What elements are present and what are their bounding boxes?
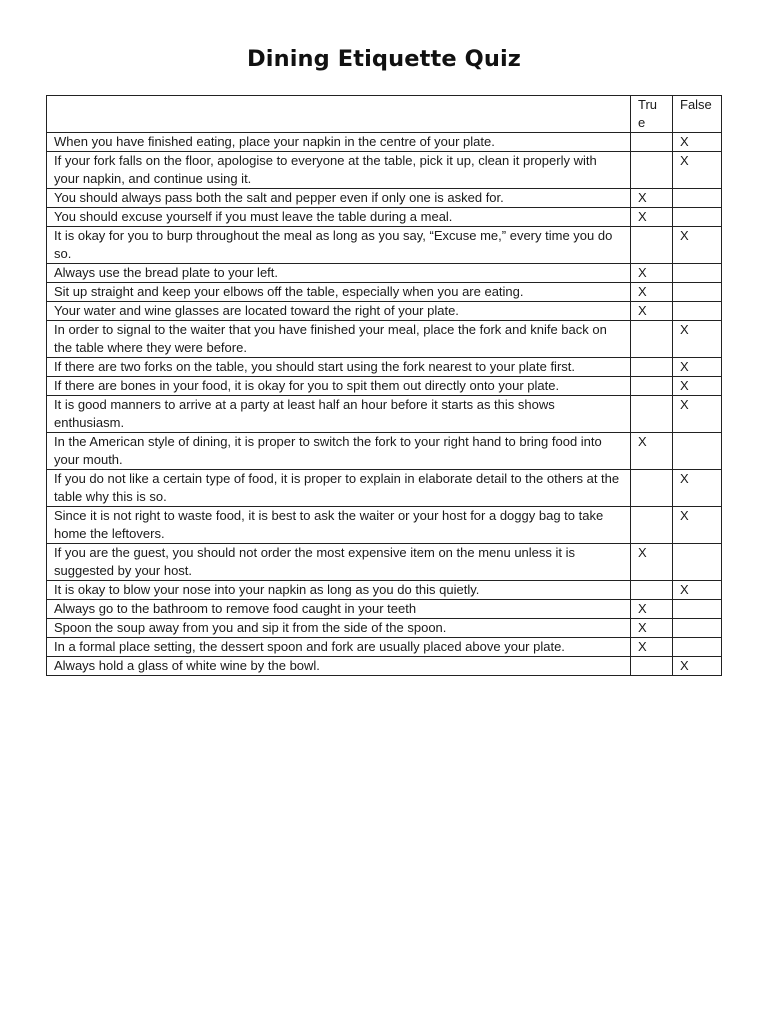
table-row (47, 321, 722, 358)
table-row (47, 264, 722, 283)
table-row (47, 283, 722, 302)
header-true (631, 96, 673, 133)
true-cell: X (631, 264, 673, 283)
table-row (47, 600, 722, 619)
table-row (47, 227, 722, 264)
question-cell: You should always pass both the salt and pepper even if only one is asked for. (47, 189, 631, 208)
true-cell (631, 377, 673, 396)
table-row (47, 358, 722, 377)
false-cell: X (673, 377, 722, 396)
false-cell (673, 433, 722, 470)
true-cell: X (631, 600, 673, 619)
question-cell: Always use the bread plate to your left. (47, 264, 631, 283)
question-cell: Spoon the soup away from you and sip it from the side of the spoon. (47, 619, 631, 638)
question-cell: It is okay for you to burp throughout the meal as long as you say, “Excuse me,” every time you do so. (47, 227, 631, 264)
header-question (47, 96, 631, 133)
false-cell: X (673, 396, 722, 433)
false-cell: X (673, 321, 722, 358)
true-cell (631, 227, 673, 264)
question-cell: Sit up straight and keep your elbows off the table, especially when you are eating. (47, 283, 631, 302)
question-cell: It is good manners to arrive at a party at least half an hour before it starts as this shows enthusiasm. (47, 396, 631, 433)
true-cell (631, 133, 673, 152)
question-cell: In a formal place setting, the dessert spoon and fork are usually placed above your plate. (47, 638, 631, 657)
false-cell: X (673, 507, 722, 544)
table-row (47, 657, 722, 676)
false-cell: X (673, 358, 722, 377)
table-row (47, 133, 722, 152)
false-cell (673, 638, 722, 657)
false-cell: X (673, 133, 722, 152)
table-row (47, 396, 722, 433)
false-cell: X (673, 657, 722, 676)
question-cell: If your fork falls on the floor, apologise to everyone at the table, pick it up, clean it properly with your napkin, and continue using it. (47, 152, 631, 189)
table-row (47, 619, 722, 638)
true-cell: X (631, 433, 673, 470)
table-row (47, 581, 722, 600)
true-cell: X (631, 544, 673, 581)
table-row (47, 152, 722, 189)
true-cell (631, 507, 673, 544)
false-cell (673, 544, 722, 581)
question-cell: If you are the guest, you should not order the most expensive item on the menu unless it is suggested by your host. (47, 544, 631, 581)
table-row (47, 470, 722, 507)
table-row (47, 377, 722, 396)
false-cell (673, 600, 722, 619)
true-cell: X (631, 302, 673, 321)
question-cell: In order to signal to the waiter that you have finished your meal, place the fork and knife back on the table where they were before. (47, 321, 631, 358)
header-false: False (673, 96, 722, 133)
true-cell (631, 657, 673, 676)
false-cell (673, 189, 722, 208)
table-row (47, 302, 722, 321)
question-cell: If you do not like a certain type of food, it is proper to explain in elaborate detail to the others at the table why this is so. (47, 470, 631, 507)
quiz-table (46, 95, 722, 676)
table-row (47, 189, 722, 208)
true-cell: X (631, 283, 673, 302)
false-cell (673, 208, 722, 227)
false-cell (673, 283, 722, 302)
question-cell: Your water and wine glasses are located toward the right of your plate. (47, 302, 631, 321)
true-cell (631, 358, 673, 377)
table-row (47, 433, 722, 470)
question-cell: In the American style of dining, it is proper to switch the fork to your right hand to bring food into your mouth. (47, 433, 631, 470)
header-true-label: Tru e (638, 97, 658, 130)
question-cell: Always go to the bathroom to remove food caught in your teeth (47, 600, 631, 619)
true-cell (631, 396, 673, 433)
false-cell: X (673, 152, 722, 189)
quiz-table-body (47, 96, 722, 676)
true-cell: X (631, 189, 673, 208)
question-cell: It is okay to blow your nose into your napkin as long as you do this quietly. (47, 581, 631, 600)
question-cell: If there are two forks on the table, you should start using the fork nearest to your plate first. (47, 358, 631, 377)
header-row (47, 96, 722, 133)
true-cell (631, 152, 673, 189)
question-cell: If there are bones in your food, it is okay for you to spit them out directly onto your plate. (47, 377, 631, 396)
false-cell: X (673, 581, 722, 600)
true-cell: X (631, 208, 673, 227)
false-cell: X (673, 227, 722, 264)
page-title: Dining Etiquette Quiz (247, 46, 521, 72)
table-row (47, 544, 722, 581)
true-cell: X (631, 619, 673, 638)
false-cell (673, 302, 722, 321)
false-cell (673, 619, 722, 638)
table-row (47, 507, 722, 544)
false-cell (673, 264, 722, 283)
question-cell: Always hold a glass of white wine by the bowl. (47, 657, 631, 676)
true-cell: X (631, 638, 673, 657)
true-cell (631, 581, 673, 600)
table-row (47, 208, 722, 227)
true-cell (631, 470, 673, 507)
question-cell: You should excuse yourself if you must leave the table during a meal. (47, 208, 631, 227)
true-cell (631, 321, 673, 358)
question-cell: When you have finished eating, place your napkin in the centre of your plate. (47, 133, 631, 152)
table-row (47, 638, 722, 657)
question-cell: Since it is not right to waste food, it is best to ask the waiter or your host for a doggy bag to take home the leftovers. (47, 507, 631, 544)
false-cell: X (673, 470, 722, 507)
